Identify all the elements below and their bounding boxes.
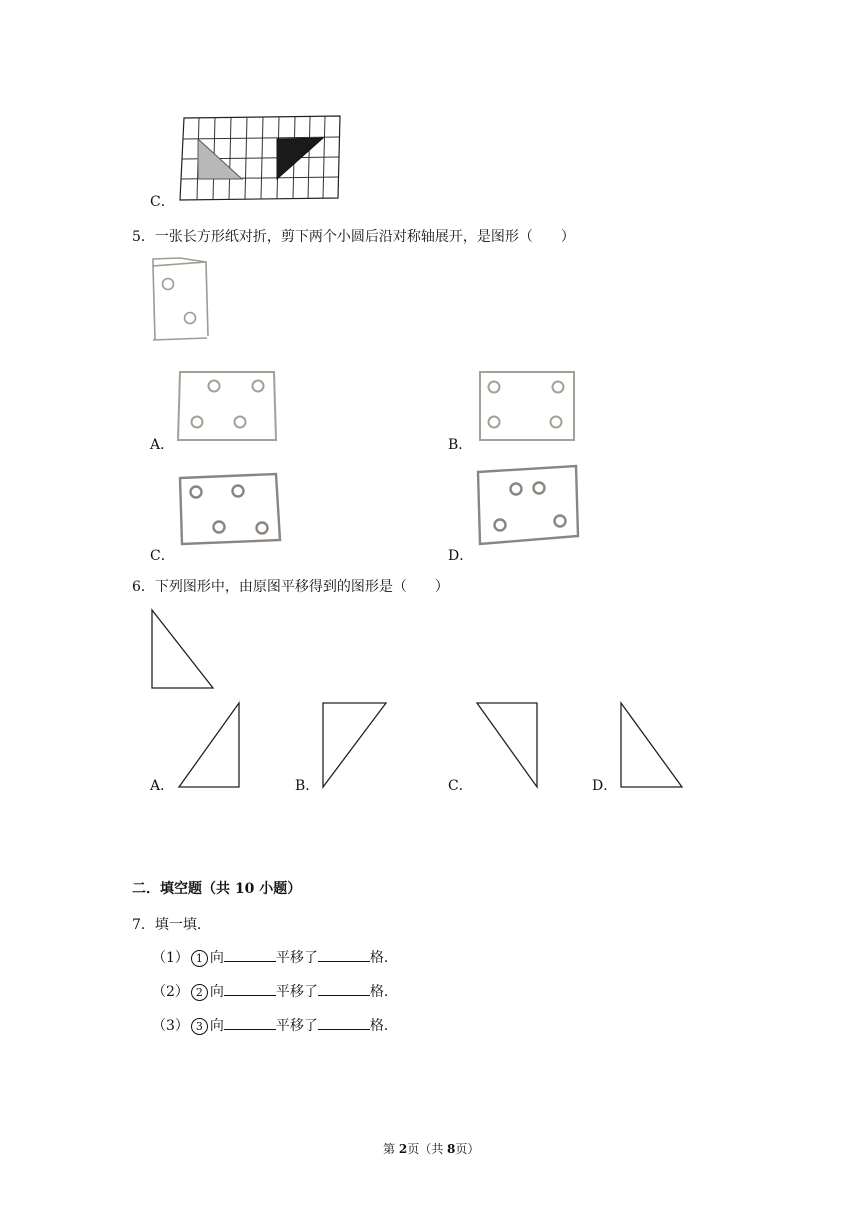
footer-total-pages: 8 (447, 1142, 456, 1156)
q6-option-c-triangle (474, 700, 544, 792)
q4-option-c-grid-figure (178, 114, 344, 204)
q7-text: 填一填. (154, 917, 202, 933)
q6-question (132, 576, 449, 596)
q4-option-c-label: C． (150, 194, 175, 210)
q6-text: 下列图形中，由原图平移得到的图形是（ ） (154, 579, 449, 595)
q7-item-2-prefix: （2） (152, 984, 189, 1000)
q7-item-3-mid: 平移了 (275, 1018, 318, 1034)
q6-option-d-label[interactable]: D． (592, 778, 618, 794)
q5-number: 5． (132, 229, 155, 245)
page-footer (383, 1140, 479, 1157)
q5-option-c-figure (176, 470, 286, 550)
q5-question (132, 226, 575, 246)
q7-item-2-direction-blank[interactable] (224, 981, 276, 996)
q6-option-a-triangle (176, 700, 246, 792)
q6-option-d-triangle (618, 700, 688, 792)
q7-item-1-mid: 平移了 (275, 950, 318, 966)
q6-option-a-label[interactable]: A． (150, 778, 175, 794)
q7-item-3-circle-number: 3 (191, 1018, 208, 1035)
q7-item-2-circle-number: 2 (191, 984, 208, 1001)
q7-item-1-circle-number: 1 (191, 950, 208, 967)
q5-option-b-label[interactable]: B． (448, 437, 473, 453)
q7-item-2-mid: 平移了 (275, 984, 318, 1000)
q7-item-1-prefix: （1） (152, 950, 189, 966)
q5-text: 一张长方形纸对折，剪下两个小圆后沿对称轴展开，是图形（ ） (154, 229, 575, 245)
q7-item-1 (152, 947, 388, 967)
q6-number: 6． (132, 579, 155, 595)
q5-option-c-label[interactable]: C． (150, 548, 175, 564)
footer-pre: 第 (383, 1142, 399, 1156)
q7-item-2 (152, 981, 388, 1001)
section-2-title: 二．填空题（共 10 小题） (132, 881, 302, 897)
q6-option-c-label[interactable]: C． (448, 778, 473, 794)
q5-option-b-figure (476, 368, 580, 444)
footer-mid: 页（共 (407, 1142, 448, 1156)
q7-item-3-direction-blank[interactable] (224, 1015, 276, 1030)
q5-option-a-label[interactable]: A． (150, 437, 175, 453)
footer-post: 页） (455, 1142, 480, 1156)
q7-item-1-direction-label: 向 (209, 950, 224, 966)
q7-question (132, 914, 201, 934)
q7-item-3 (152, 1015, 388, 1035)
q7-item-3-count-blank[interactable] (318, 1015, 370, 1030)
q7-item-3-end: 格. (369, 1018, 389, 1034)
q7-item-3-prefix: （3） (152, 1018, 189, 1034)
q5-option-d-figure (474, 462, 584, 552)
q7-item-2-end: 格. (369, 984, 389, 1000)
q7-item-1-count-blank[interactable] (318, 947, 370, 962)
q6-original-triangle (148, 608, 218, 692)
q6-option-b-triangle (320, 700, 390, 792)
q7-item-1-end: 格. (369, 950, 389, 966)
q7-item-3-direction-label: 向 (209, 1018, 224, 1034)
q5-option-a-figure (176, 368, 280, 444)
q7-item-2-direction-label: 向 (209, 984, 224, 1000)
footer-page-number: 2 (398, 1142, 408, 1156)
q5-folded-paper-figure (150, 256, 212, 342)
q7-item-2-count-blank[interactable] (318, 981, 370, 996)
q5-option-d-label[interactable]: D． (448, 548, 474, 564)
q7-item-1-direction-blank[interactable] (224, 947, 276, 962)
q6-option-b-label[interactable]: B． (295, 778, 320, 794)
q7-number: 7． (132, 917, 155, 933)
